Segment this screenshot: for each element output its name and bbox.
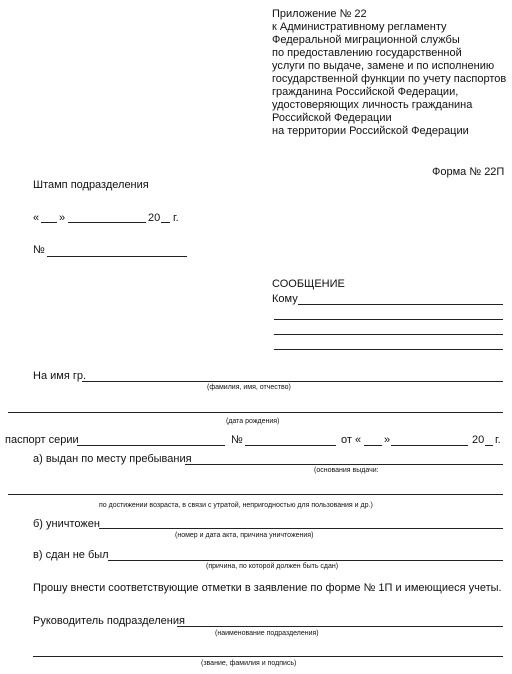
date-year-field[interactable] xyxy=(161,222,170,223)
appendix-line: к Административному регламенту xyxy=(272,21,447,33)
date-month-field[interactable] xyxy=(68,222,146,223)
item-b-field[interactable] xyxy=(99,528,503,529)
item-a-caption: (основания выдачи: xyxy=(314,467,379,474)
name-label: На имя гр. xyxy=(33,370,87,382)
appendix-line: по предоставлению государственной xyxy=(272,47,462,59)
passport-series-label: паспорт серии xyxy=(5,434,79,446)
dob-caption: (дата рождения) xyxy=(226,418,280,425)
form-number: Форма № 22П xyxy=(432,166,505,178)
head-unit-caption: (наименование подразделения) xyxy=(215,630,319,637)
head-unit-field[interactable] xyxy=(177,626,503,627)
date-close-quote: » xyxy=(59,212,66,224)
passport-series-field[interactable] xyxy=(77,445,225,446)
date-year-prefix: 20 xyxy=(148,212,161,224)
name-field[interactable] xyxy=(82,381,503,382)
appendix-line: государственной функции по учету паспортов xyxy=(272,73,507,85)
item-a-label: а) выдан по месту пребывания xyxy=(33,453,192,465)
head-signature-caption: (звание, фамилия и подпись) xyxy=(201,660,297,667)
item-b-caption: (номер и дата акта, причина уничтожения) xyxy=(175,532,314,539)
item-a-caption-2: по достижении возраста, в связи с утратой, непригодностью для пользования и др.) xyxy=(99,502,373,509)
to-field-line[interactable] xyxy=(274,334,503,335)
appendix-line: удостоверяющих личность гражданина xyxy=(272,99,473,111)
stamp-label: Штамп подразделения xyxy=(33,179,149,191)
appendix-line: гражданина Российской Федерации, xyxy=(272,86,459,98)
item-v-label: в) сдан не был xyxy=(33,549,109,561)
passport-from-label: от « xyxy=(341,434,362,446)
name-caption: (фамилия, имя, отчество) xyxy=(207,384,291,391)
to-label: Кому xyxy=(272,293,298,305)
passport-year-field[interactable] xyxy=(485,445,493,446)
passport-year: 20 xyxy=(472,434,485,446)
passport-year-suffix: г. xyxy=(495,434,501,446)
dob-field[interactable] xyxy=(8,412,503,413)
passport-number-label: № xyxy=(231,434,243,446)
appendix-line: на территории Российской Федерации xyxy=(272,125,469,137)
item-v-field[interactable] xyxy=(108,560,503,561)
date-open-quote: « xyxy=(33,212,40,224)
appendix-line: услуги по выдаче, замене и по исполнению xyxy=(272,60,495,72)
passport-month-field[interactable] xyxy=(391,445,468,446)
item-b-label: б) уничтожен xyxy=(33,518,100,530)
item-v-caption: (причина, по которой должен быть сдан) xyxy=(206,563,339,570)
head-signature-field[interactable] xyxy=(33,656,503,657)
appendix-line: Федеральной миграционной службы xyxy=(272,34,460,46)
appendix-line: Российской Федерации xyxy=(272,112,392,124)
to-field[interactable] xyxy=(298,304,503,305)
date-year-suffix: г. xyxy=(173,212,179,224)
appendix-line: Приложение № 22 xyxy=(272,8,367,20)
message-title: СООБЩЕНИЕ xyxy=(272,278,345,290)
head-label: Руководитель подразделения xyxy=(33,615,185,627)
number-label: № xyxy=(33,244,45,256)
to-field-line[interactable] xyxy=(274,349,503,350)
item-a-field[interactable] xyxy=(185,464,503,465)
passport-day-field[interactable] xyxy=(364,445,382,446)
passport-number-field[interactable] xyxy=(245,445,336,446)
number-field[interactable] xyxy=(47,256,187,257)
date-day-field[interactable] xyxy=(41,222,57,223)
passport-close-quote: » xyxy=(384,434,391,446)
request-text: Прошу внести соответствующие отметки в заявление по форме № 1П и имеющиеся учеты. xyxy=(33,582,502,594)
to-field-line[interactable] xyxy=(274,319,503,320)
item-a-field-2[interactable] xyxy=(8,494,503,495)
